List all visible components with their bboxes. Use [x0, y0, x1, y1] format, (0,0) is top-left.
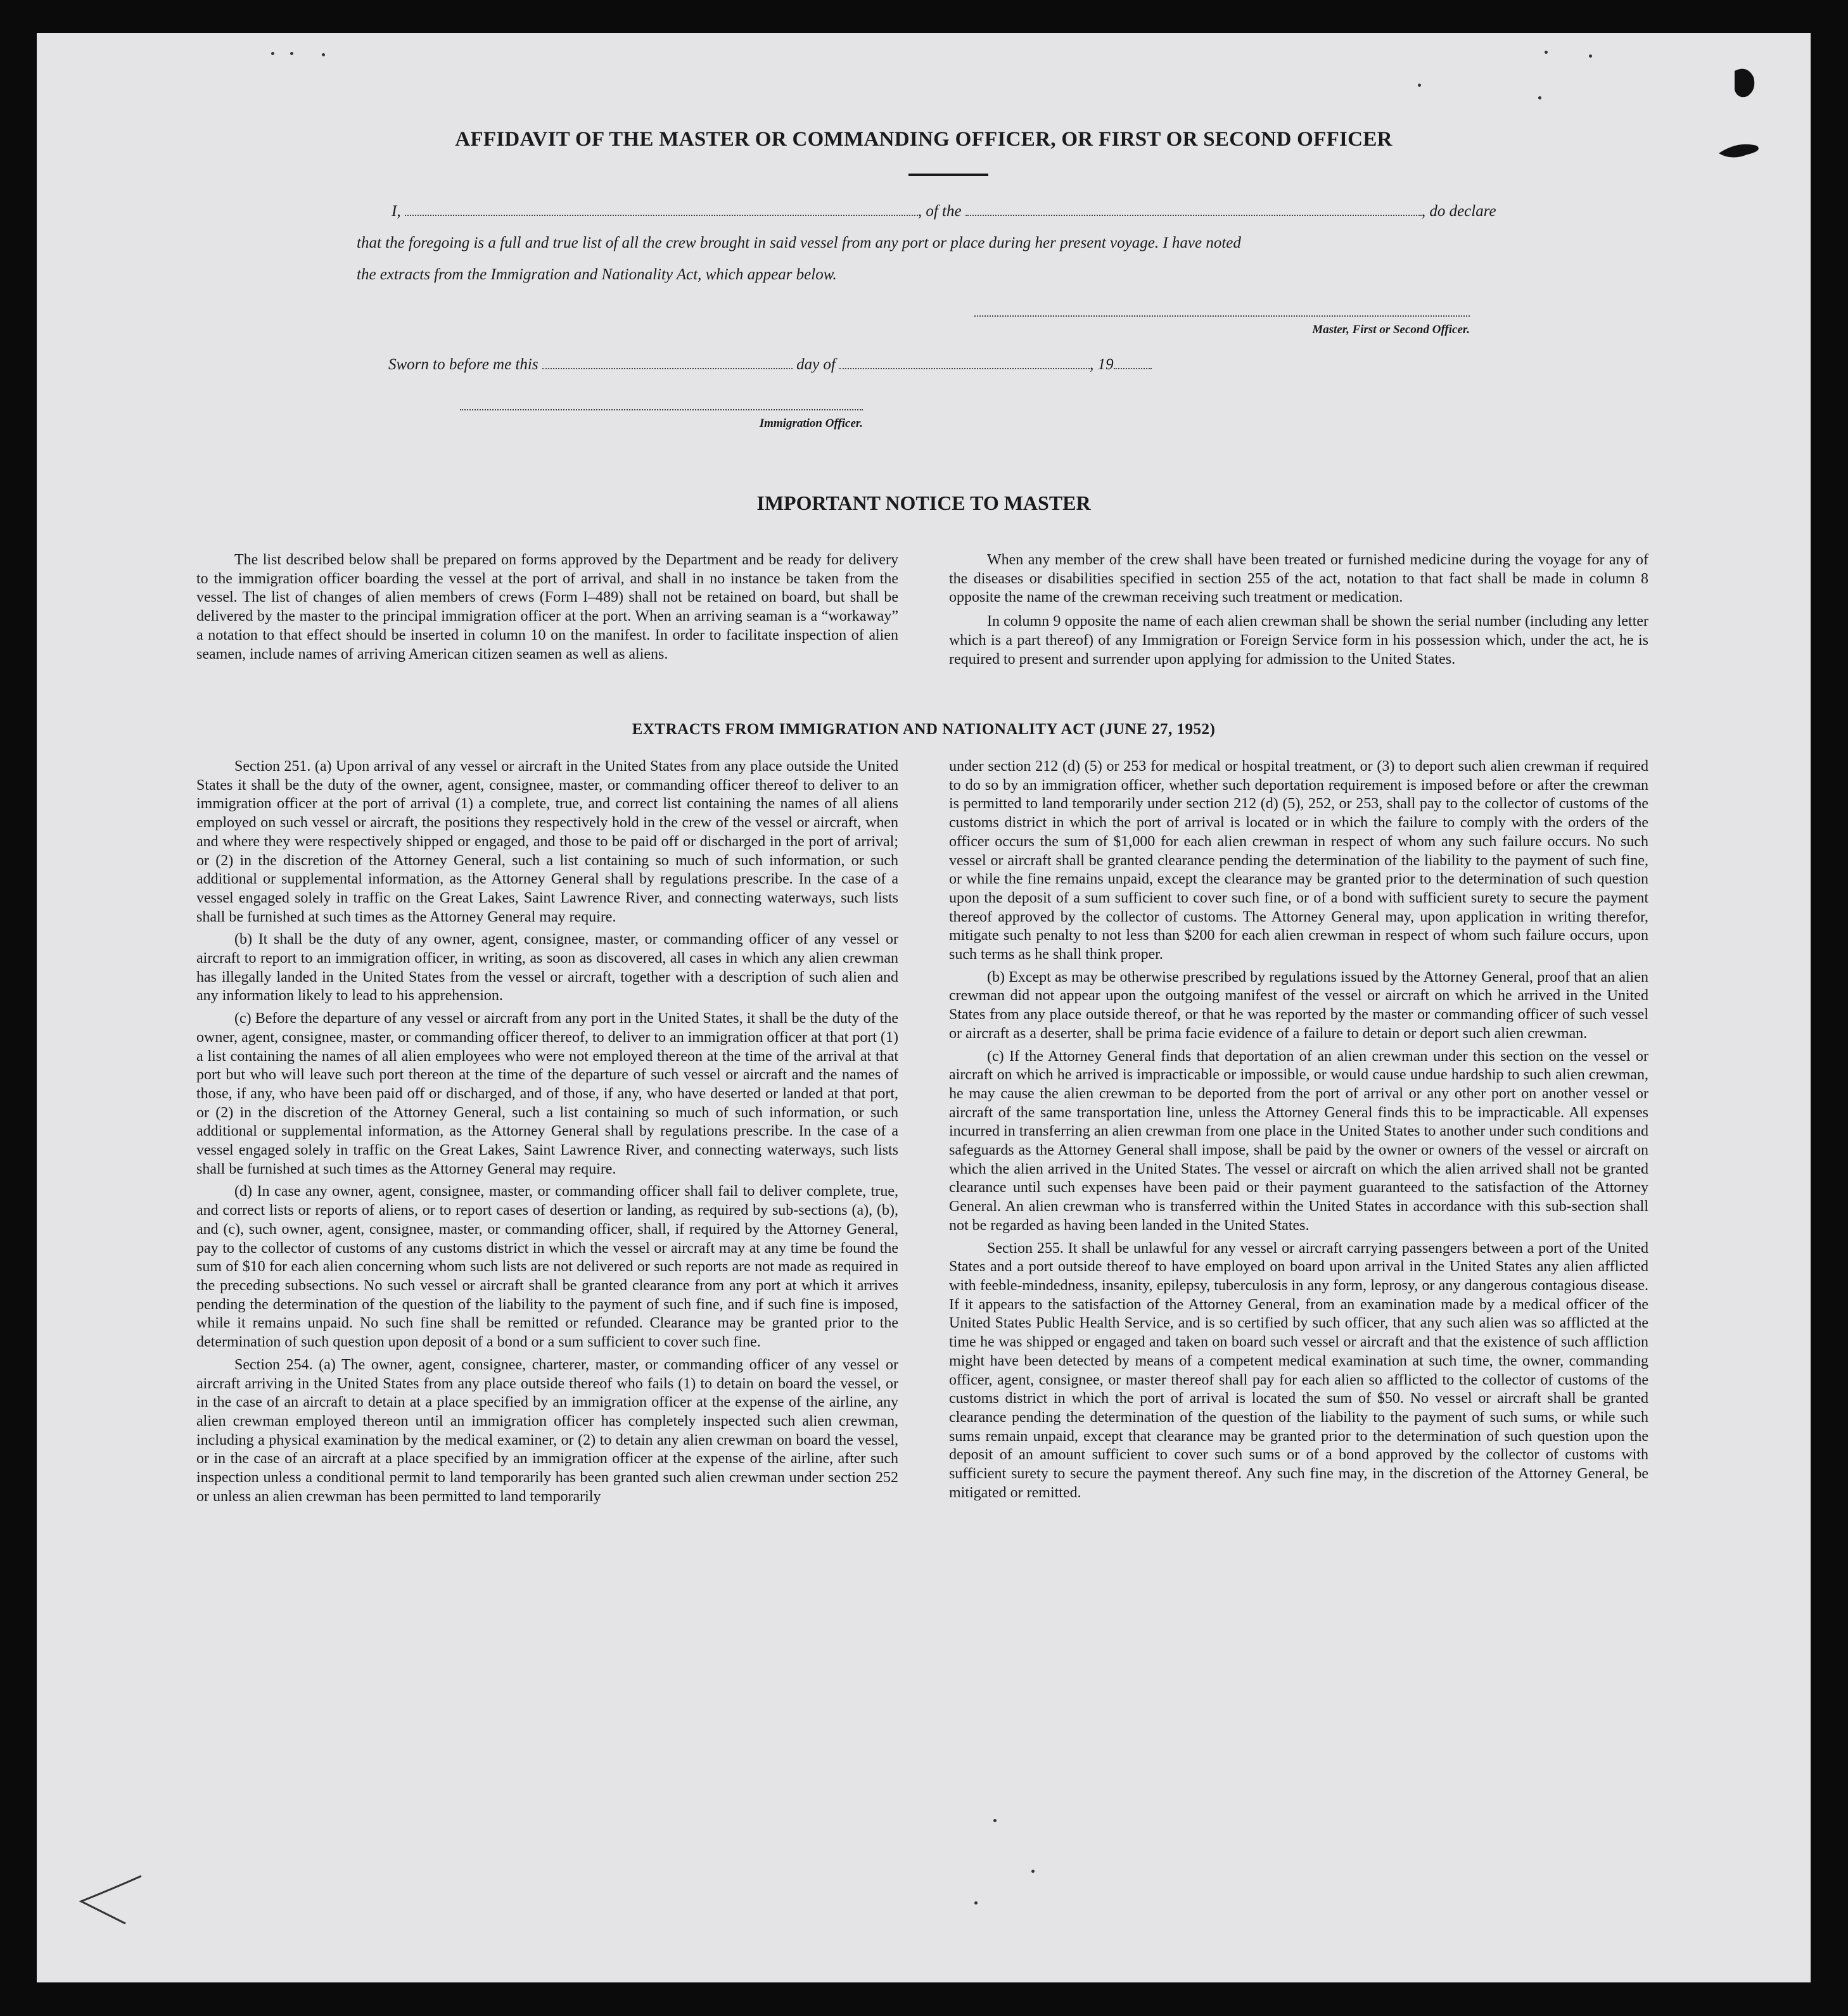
i-label: I, [392, 203, 401, 220]
pen-stroke-mark [75, 1870, 151, 1933]
title-divider [908, 174, 988, 176]
section-254-b: (b) Except as may be otherwise prescribed by regulations issued by the Attorney General, proof that an alien crewman did not appear upon the outgoing manifest of the vessel or aircraft on which he arrived in the United States from any place outside thereof, or that he was reported by the master or commanding officer of such vessel or aircraft as a deserter, shall be prima facie evidence of a failure to detain or deport such alien crewman. [949, 968, 1648, 1042]
affidavit-line-2: that the foregoing is a full and true list of all the crew brought in said vessel from any port or place during her present voyage. I have noted [357, 234, 1241, 251]
section-254-c: (c) If the Attorney General finds that deportation of an alien crewman under this section on the vessel or aircraft on which he arrived is impracticable or impossible, or would cause undue hardship to such alien crewman, he may cause the alien crewman to be deported from the port of arrival or any other port on another vessel or aircraft of the same transportation line, unless the Attorney General finds this to be impracticable. All expenses incurred in transferring an alien crewman from one place in the United States to another under such conditions and safeguards as the Attorney General shall impose, shall be paid by the owner or owners of the vessel or aircraft on which the alien arrived in the United States. The vessel or aircraft on which the alien arrived shall not be granted clearance until such expenses have been paid or their payment guaranteed to the satisfaction of the Attorney General. An alien crewman who is transferred within the United States in accordance with this sub-section shall not be regarded as having been landed in the United States. [949, 1048, 1648, 1234]
section-254-a: Section 254. (a) The owner, agent, consignee, charterer, master, or commanding officer of any vessel or aircraft arriving in the United States from any place outside thereof who fails (1) to detain on board the vessel, or in the case of an aircraft to detain at a place specified by an immigration officer at the expense of the airline, any alien crewman employed thereon until an immigration officer has completely inspected such alien crewman, including a physical examination by the medical examiner, or (2) to detain any alien crewman on board the vessel, or in the case of an aircraft at a place specified by an immigration officer at the expense of the airline, after such inspection unless a conditional permit to land temporarily has been granted such alien crewman under section 252 or unless an alien crewman has been permitted to land temporarily [196, 1356, 898, 1505]
section-251-d: (d) In case any owner, agent, consignee, master, or commanding officer shall fail to deliver complete, true, and correct lists or reports of aliens, or to report cases of desertion or landing, as required by sub-sections (a), (b), and (c), such owner, agent, consignee, master, or commanding officer, shall, if required by the Attorney General, pay to the collector of customs of any customs district in which the vessel or aircraft may at any time be found the sum of $10 for each alien concerning whom such lists are not delivered or such reports are not made as required in the preceding subsections. No such vessel or aircraft shall be granted clearance from any port at which it arrives pending the determination of the question of the liability to the payment of such fine, and if such fine is imposed, while it remains unpaid. No such fine shall be remitted or refunded. Clearance may be granted prior to the determination of such question upon deposit of a bond or a sum sufficient to cover such fine. [196, 1183, 898, 1351]
affidavit-declaration-line [392, 203, 1496, 220]
extracts-left-column [196, 758, 898, 1510]
ink-blot-marks [1716, 58, 1792, 172]
do-declare-label: , do declare [1421, 203, 1496, 220]
officer-signature-line[interactable] [460, 409, 863, 410]
extracts-title: EXTRACTS FROM IMMIGRATION AND NATIONALITY ACT (JUNE 27, 1952) [632, 721, 1216, 738]
extracts-right-column [949, 758, 1648, 1506]
notice-left-column [196, 551, 898, 668]
year-prefix-label: , 19 [1090, 356, 1114, 373]
sworn-line [388, 356, 1152, 374]
vessel-blank[interactable] [965, 214, 1422, 216]
affidavit-title: AFFIDAVIT OF THE MASTER OR COMMANDING OFFICER, OR FIRST OR SECOND OFFICER [455, 128, 1392, 151]
master-signature-label: Master, First or Second Officer. [1312, 323, 1470, 336]
notice-paragraph: In column 9 opposite the name of each alien crewman shall be shown the serial number (including any letter which is a part thereof) of any Immigration or Foreign Service form in his possession which, under the act, he is required to present and surrender upon applying for admission to the United States. [949, 613, 1648, 668]
sworn-label: Sworn to before me this [388, 356, 538, 373]
notice-paragraph: The list described below shall be prepared on forms approved by the Department and be ready for delivery to the immigration officer boarding the vessel at the port of arrival, and shall in no instance be taken from the vessel. The list of changes of alien members of crews (Form I–489) shall not be retained on board, but shall be delivered by the master to the principal immigration officer at the port. When an arriving seaman is a “workaway” a notation to that effect should be inserted in column 10 on the manifest. In order to facilitate inspection of alien seamen, include names of arriving American citizen seamen as well as aliens. [196, 552, 898, 662]
notice-right-column [949, 551, 1648, 673]
sworn-year-blank[interactable] [1114, 367, 1152, 369]
day-of-label: day of [796, 356, 836, 373]
master-signature-line[interactable] [974, 315, 1470, 317]
section-251-b: (b) It shall be the duty of any owner, agent, consignee, master, or commanding officer of any vessel or aircraft to report to an immigration officer, in writing, as soon as discovered, all cases in which any alien crewman has illegally landed in the United States from the vessel or aircraft, together with a description of such alien and any information likely to lead to his apprehension. [196, 931, 898, 1005]
section-251-c: (c) Before the departure of any vessel or aircraft from any port in the United States, it shall be the duty of the owner, agent, consignee, master, or commanding officer thereof, to deliver to an immigration officer at that port (1) a list containing the names of all alien employees who were not employed thereon at the time of the arrival at that port but who will leave such port thereon at the time of the departure of such vessel or aircraft and the names of those, if any, who have been paid off or discharged, and of those, if any, who have deserted or landed at that port, or (2) in the discretion of the Attorney General, such a list containing so much of such information, or such additional or supplemental information, as the Attorney General shall by regulations prescribe. In the case of a vessel engaged solely in traffic on the Great Lakes, Saint Lawrence River, and connecting waterways, such lists shall be furnished at such times as the Attorney General may require. [196, 1010, 898, 1177]
affidavit-line-3: the extracts from the Immigration and Nationality Act, which appear below. [357, 266, 837, 283]
section-254-a-cont: under section 212 (d) (5) or 253 for medical or hospital treatment, or (3) to deport such alien crewman if required to do so by an immigration officer, whether such deportation requirement is imposed before or after the crewman is permitted to land temporarily under section 212 (d) (5), 252, or 253, shall pay to the collector of customs of the customs district in which the port of arrival is located or in which the failure to comply with the orders of the officer occurs the sum of $1,000 for each alien crewman in respect of whom any such failure occurs. No such vessel or aircraft shall be granted clearance pending the determination of the liability to the payment of such fine, or while the fine remains unpaid, except the clearance may be granted prior to the determination of such question upon the deposit of a sum sufficient to cover such fine, or of a bond with sufficient surety to secure the payment thereof approved by the collector of customs. The Attorney General may, upon application in writing therefor, mitigate such penalty to not less than $200 for each alien crewman in respect of whom such failure occurs, upon such terms as he shall think proper. [949, 758, 1648, 963]
section-255: Section 255. It shall be unlawful for any vessel or aircraft carrying passengers between a port of the United States and a port outside thereof to have employed on board upon arrival in the United States any alien afflicted with feeble-mindedness, insanity, epilepsy, tuberculosis in any form, leprosy, or any dangerous contagious disease. If it appears to the satisfaction of the Attorney General, from an examination made by a medical officer of the United States Public Health Service, and is so certified by such officer, that any such alien was so afflicted at the time he was shipped or engaged and taken on board such vessel or aircraft and that the existence of such affliction might have been detected by means of a competent medical examination at such time, the owner, commanding officer, agent, consignee, or master thereof shall pay for each alien so afflicted to the collector of customs of the customs district in which the port of arrival is located the sum of $50. No vessel or aircraft shall be granted clearance pending the determination of the question of the liability to the payment of such sums, or while such sums remain unpaid, except that clearance may be granted prior to the determination of such question upon the deposit of an amount sufficient to cover such sums or of a bond approved by the collector of customs with sufficient surety to secure the payment thereof. Any such fine may, in the discretion of the Attorney General, be mitigated or remitted. [949, 1239, 1648, 1501]
section-251-a: Section 251. (a) Upon arrival of any vessel or aircraft in the United States from any place outside the United States it shall be the duty of the owner, agent, consignee, master, or commanding officer thereof to deliver to an immigration officer at the port of arrival (1) a complete, true, and correct list containing the names of all aliens employed on such vessel or aircraft, the positions they respectively hold in the crew of the vessel or aircraft, when and where they were respectively shipped or engaged, and those to be paid off or discharged in the port of arrival; or (2) in the discretion of the Attorney General, such a list containing so much of such information, or such additional or supplemental information, as the Attorney General shall by regulations prescribe. In the case of a vessel engaged solely in traffic on the Great Lakes, Saint Lawrence River, and connecting waterways, such lists shall be furnished at such times as the Attorney General may require. [196, 758, 898, 925]
notice-title: IMPORTANT NOTICE TO MASTER [756, 491, 1091, 514]
sworn-month-blank[interactable] [839, 367, 1090, 369]
document-page [37, 33, 1811, 1982]
of-the-label: , of the [917, 203, 962, 220]
name-blank[interactable] [405, 214, 918, 216]
notice-paragraph: When any member of the crew shall have been treated or furnished medicine during the voyage for any of the diseases or disabilities specified in section 255 of the act, notation to that fact shall be made in column 8 opposite the name of the crewman receiving such treatment or medication. [949, 552, 1648, 606]
officer-signature-label: Immigration Officer. [759, 417, 863, 430]
sworn-day-blank[interactable] [542, 367, 793, 369]
